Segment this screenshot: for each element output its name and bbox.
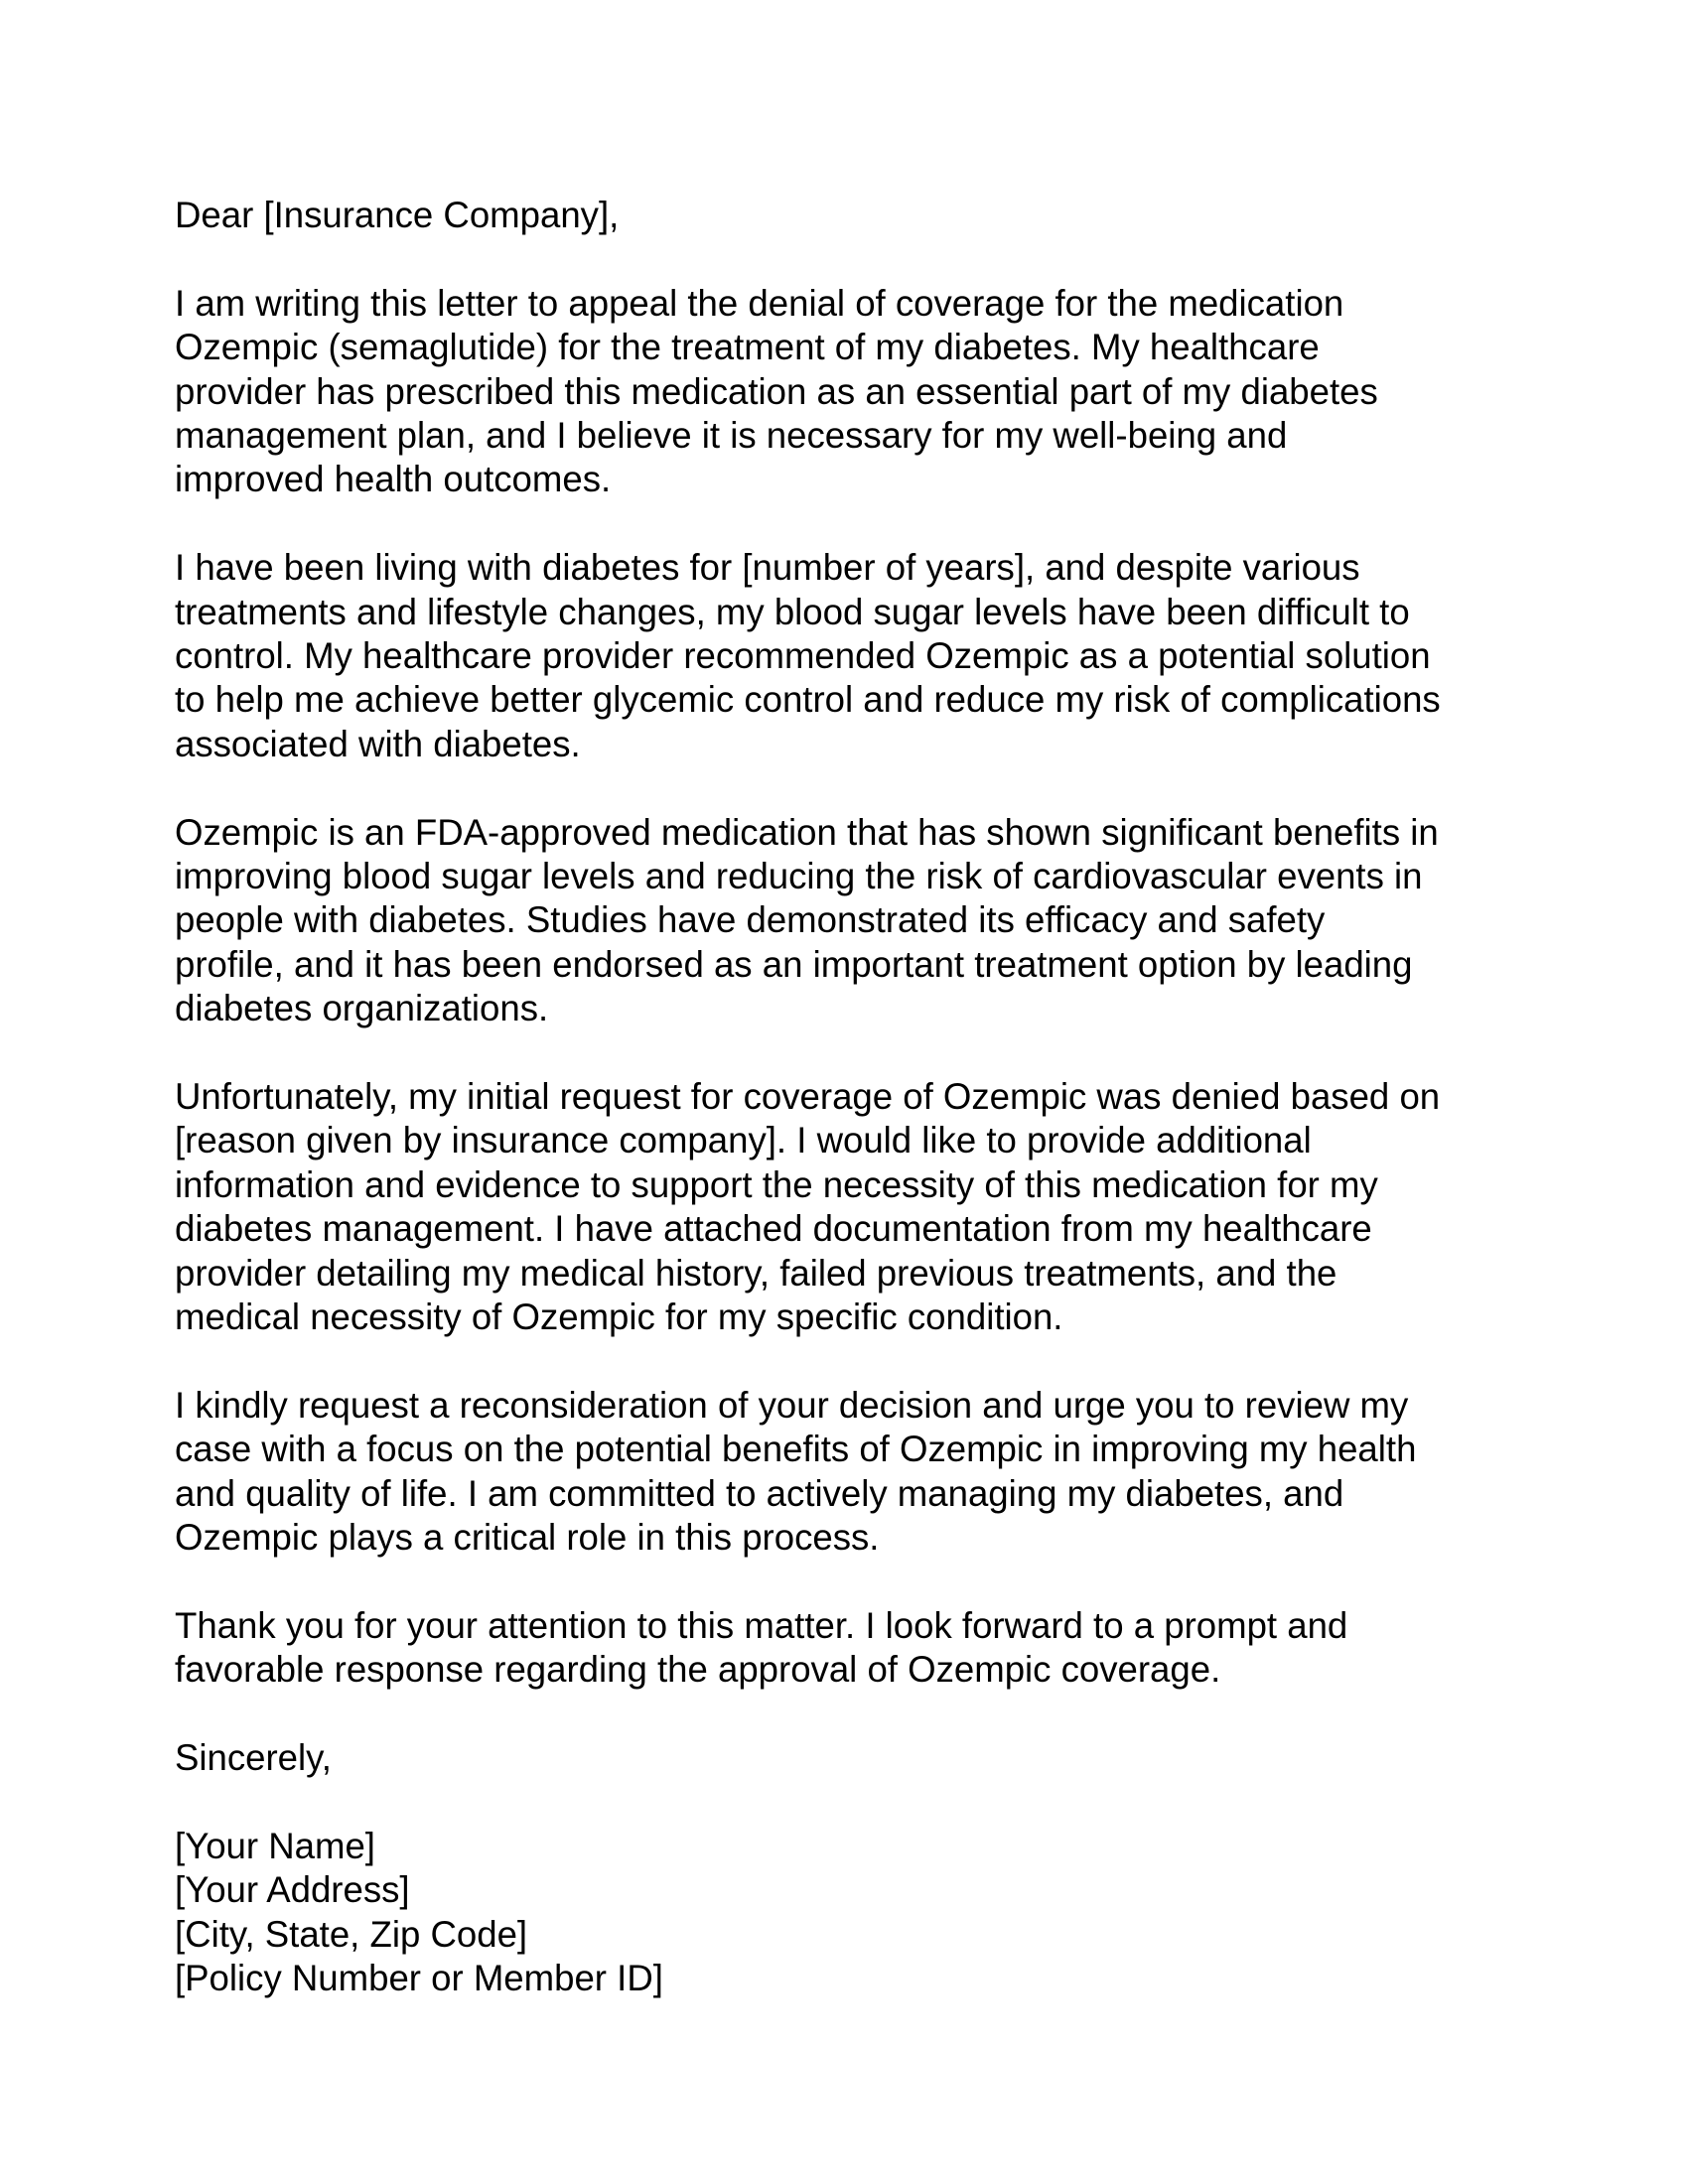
paragraph-thanks: Thank you for your attention to this matter. I look forward to a prompt and favorable response regarding the approval of Ozempic coverage.	[175, 1604, 1348, 1691]
appeal-letter	[175, 194, 1545, 2001]
paragraph-request: I kindly request a reconsideration of your decision and urge you to review my case with a focus on the potential benefits of Ozempic in improving my health and quality of life. I am committed to actively managing my diabetes, and Ozempic plays a critical role in this process.	[175, 1384, 1417, 1559]
paragraph-denial: Unfortunately, my initial request for coverage of Ozempic was denied based on [reason given by insurance company]. I would like to provide additional information and evidence to support the necessity of this medication for my diabetes management. I have attached documentation from my healthcare provider detailing my medical history, failed previous treatments, and the medical necessity of Ozempic for my specific condition.	[175, 1076, 1441, 1338]
signature-address: [Your Address]	[175, 1869, 410, 1911]
signature-city-state-zip: [City, State, Zip Code]	[175, 1913, 528, 1955]
signature-name: [Your Name]	[175, 1825, 375, 1866]
signature-policy-number: [Policy Number or Member ID]	[175, 1958, 663, 1999]
paragraph-intro: I am writing this letter to appeal the denial of coverage for the medication Ozempic (semaglutide) for the treatment of my diabetes. My healthcare provider has prescribed this medication as an essential part of my diabetes management plan, and I believe it is necessary for my well-being and improved health outcomes.	[175, 282, 1378, 500]
salutation: Dear [Insurance Company],	[175, 195, 620, 235]
paragraph-history: I have been living with diabetes for [number of years], and despite various treatments and lifestyle changes, my blood sugar levels have been difficult to control. My healthcare provider recommended Ozempic as a potential solution to help me achieve better glycemic control and reduce my risk of complications associated with diabetes.	[175, 547, 1441, 764]
closing: Sincerely,	[175, 1737, 332, 1779]
signature-block	[175, 1825, 1545, 2001]
paragraph-medication-benefits: Ozempic is an FDA-approved medication that has shown significant benefits in improving blood sugar levels and reducing the risk of cardiovascular events in people with diabetes. Studies have demonstrated its efficacy and safety profile, and it has been endorsed as an important treatment option by leading diabetes organizations.	[175, 811, 1439, 1029]
